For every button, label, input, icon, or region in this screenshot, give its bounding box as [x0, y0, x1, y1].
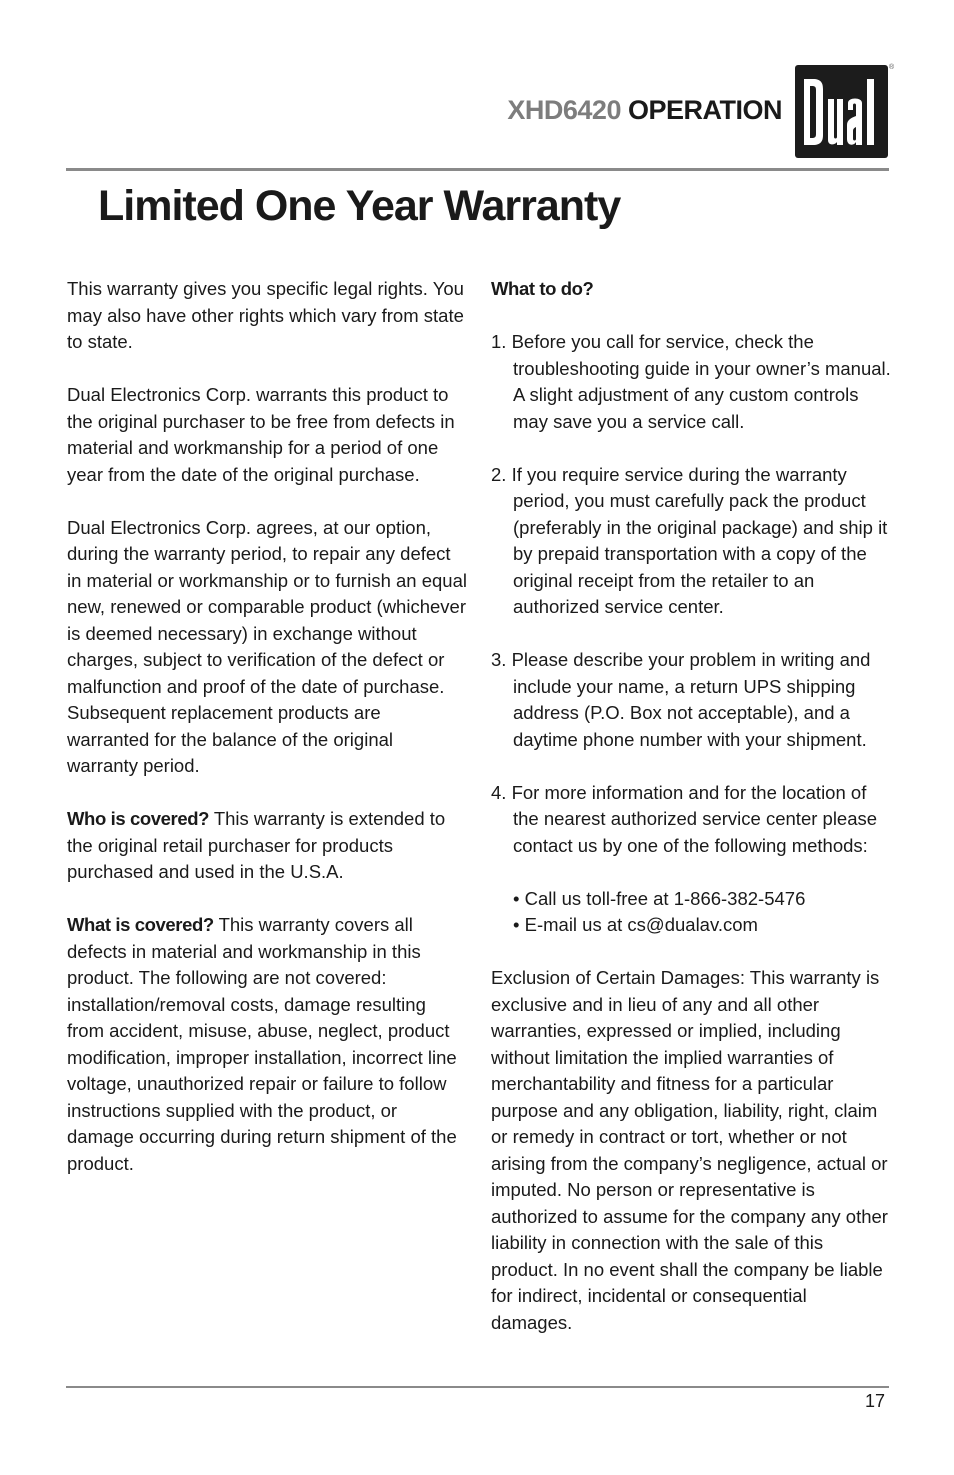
what-is-covered-paragraph [67, 912, 467, 1177]
right-column [491, 276, 891, 1363]
model-name: XHD6420 [507, 95, 621, 125]
legal-rights-paragraph: This warranty gives you specific legal rights. You may also have other rights which vary from state to state. [67, 278, 464, 352]
page-title: Limited One Year Warranty [98, 182, 621, 230]
left-column [67, 276, 467, 1204]
step-item: 3. Please describe your problem in writing and include your name, a return UPS shipping address (P.O. Box not acceptable), and a daytime phone number with your shipment. [491, 649, 871, 750]
who-is-covered-label: Who is covered? [67, 808, 210, 829]
page-number: 17 [864, 1391, 885, 1411]
registered-mark: ® [889, 64, 895, 71]
step-item: 4. For more information and for the location of the nearest authorized service center please contact us by one of the following methods: [491, 781, 878, 856]
header-title [507, 95, 782, 126]
contact-methods-list [513, 886, 891, 939]
what-is-covered-text: This warranty covers all defects in material and workmanship in this product. The following are not covered: installation/removal costs, damage resulting from accident, misuse, abuse, neglect, product modification, improper installation, incorrect line voltage, unauthorized repair or failure to follow instructions supplied with the product, or damage occurring during return shipment of the product. [67, 914, 457, 1174]
contact-email: • E-mail us at cs@dualav.com [513, 914, 758, 935]
what-is-covered-label: What is covered? [67, 914, 214, 935]
warranty-statement-paragraph: Dual Electronics Corp. warrants this product to the original purchaser to be free from defects in material and workmanship for a period of one year from the date of the original purchase. [67, 384, 455, 485]
header-divider [66, 168, 889, 171]
steps-list [491, 329, 891, 859]
dual-logo-mark [795, 65, 888, 158]
what-to-do-heading: What to do? [491, 278, 594, 299]
step-item: 2. If you require service during the warranty period, you must carefully pack the product (preferably in the original package) and ship it by prepaid transportation with a copy of the original receipt from the retailer to an authorized service center. [491, 463, 888, 617]
who-is-covered-text: This warranty is extended to the original retail purchaser for products purchased and used in the U.S.A. [67, 808, 446, 882]
footer-divider [66, 1386, 889, 1388]
step-item: 1. Before you call for service, check the troubleshooting guide in your owner’s manual. A slight adjustment of any custom controls may save you a service call. [491, 331, 891, 432]
exclusion-paragraph: Exclusion of Certain Damages: This warranty is exclusive and in lieu of any and all other warranties, expressed or implied, including without limitation the implied warranties of merchantability and fitness for a particular purpose and any obligation, liability, right, claim or remedy in contract or tort, whether or not arising from the company’s negligence, actual or imputed. No person or representative is authorized to assume for the company any other liability in connection with the sale of this product. In no event shall the company be liable for indirect, incidental or consequential damages. [491, 967, 888, 1333]
contact-phone: • Call us toll-free at 1-866-382-5476 [513, 887, 806, 909]
who-is-covered-paragraph [67, 806, 467, 886]
dual-logo [795, 65, 888, 158]
section-name: OPERATION [627, 95, 782, 125]
repair-option-paragraph: Dual Electronics Corp. agrees, at our option, during the warranty period, to repair any defect in material or workmanship or to furnish an equal new, renewed or comparable product (whichever is deemed necessary) in exchange without charges, subject to verification of the defect or malfunction and proof of the date of purchase. Subsequent replacement products are warranted for the balance of the original warranty period. [67, 516, 467, 776]
